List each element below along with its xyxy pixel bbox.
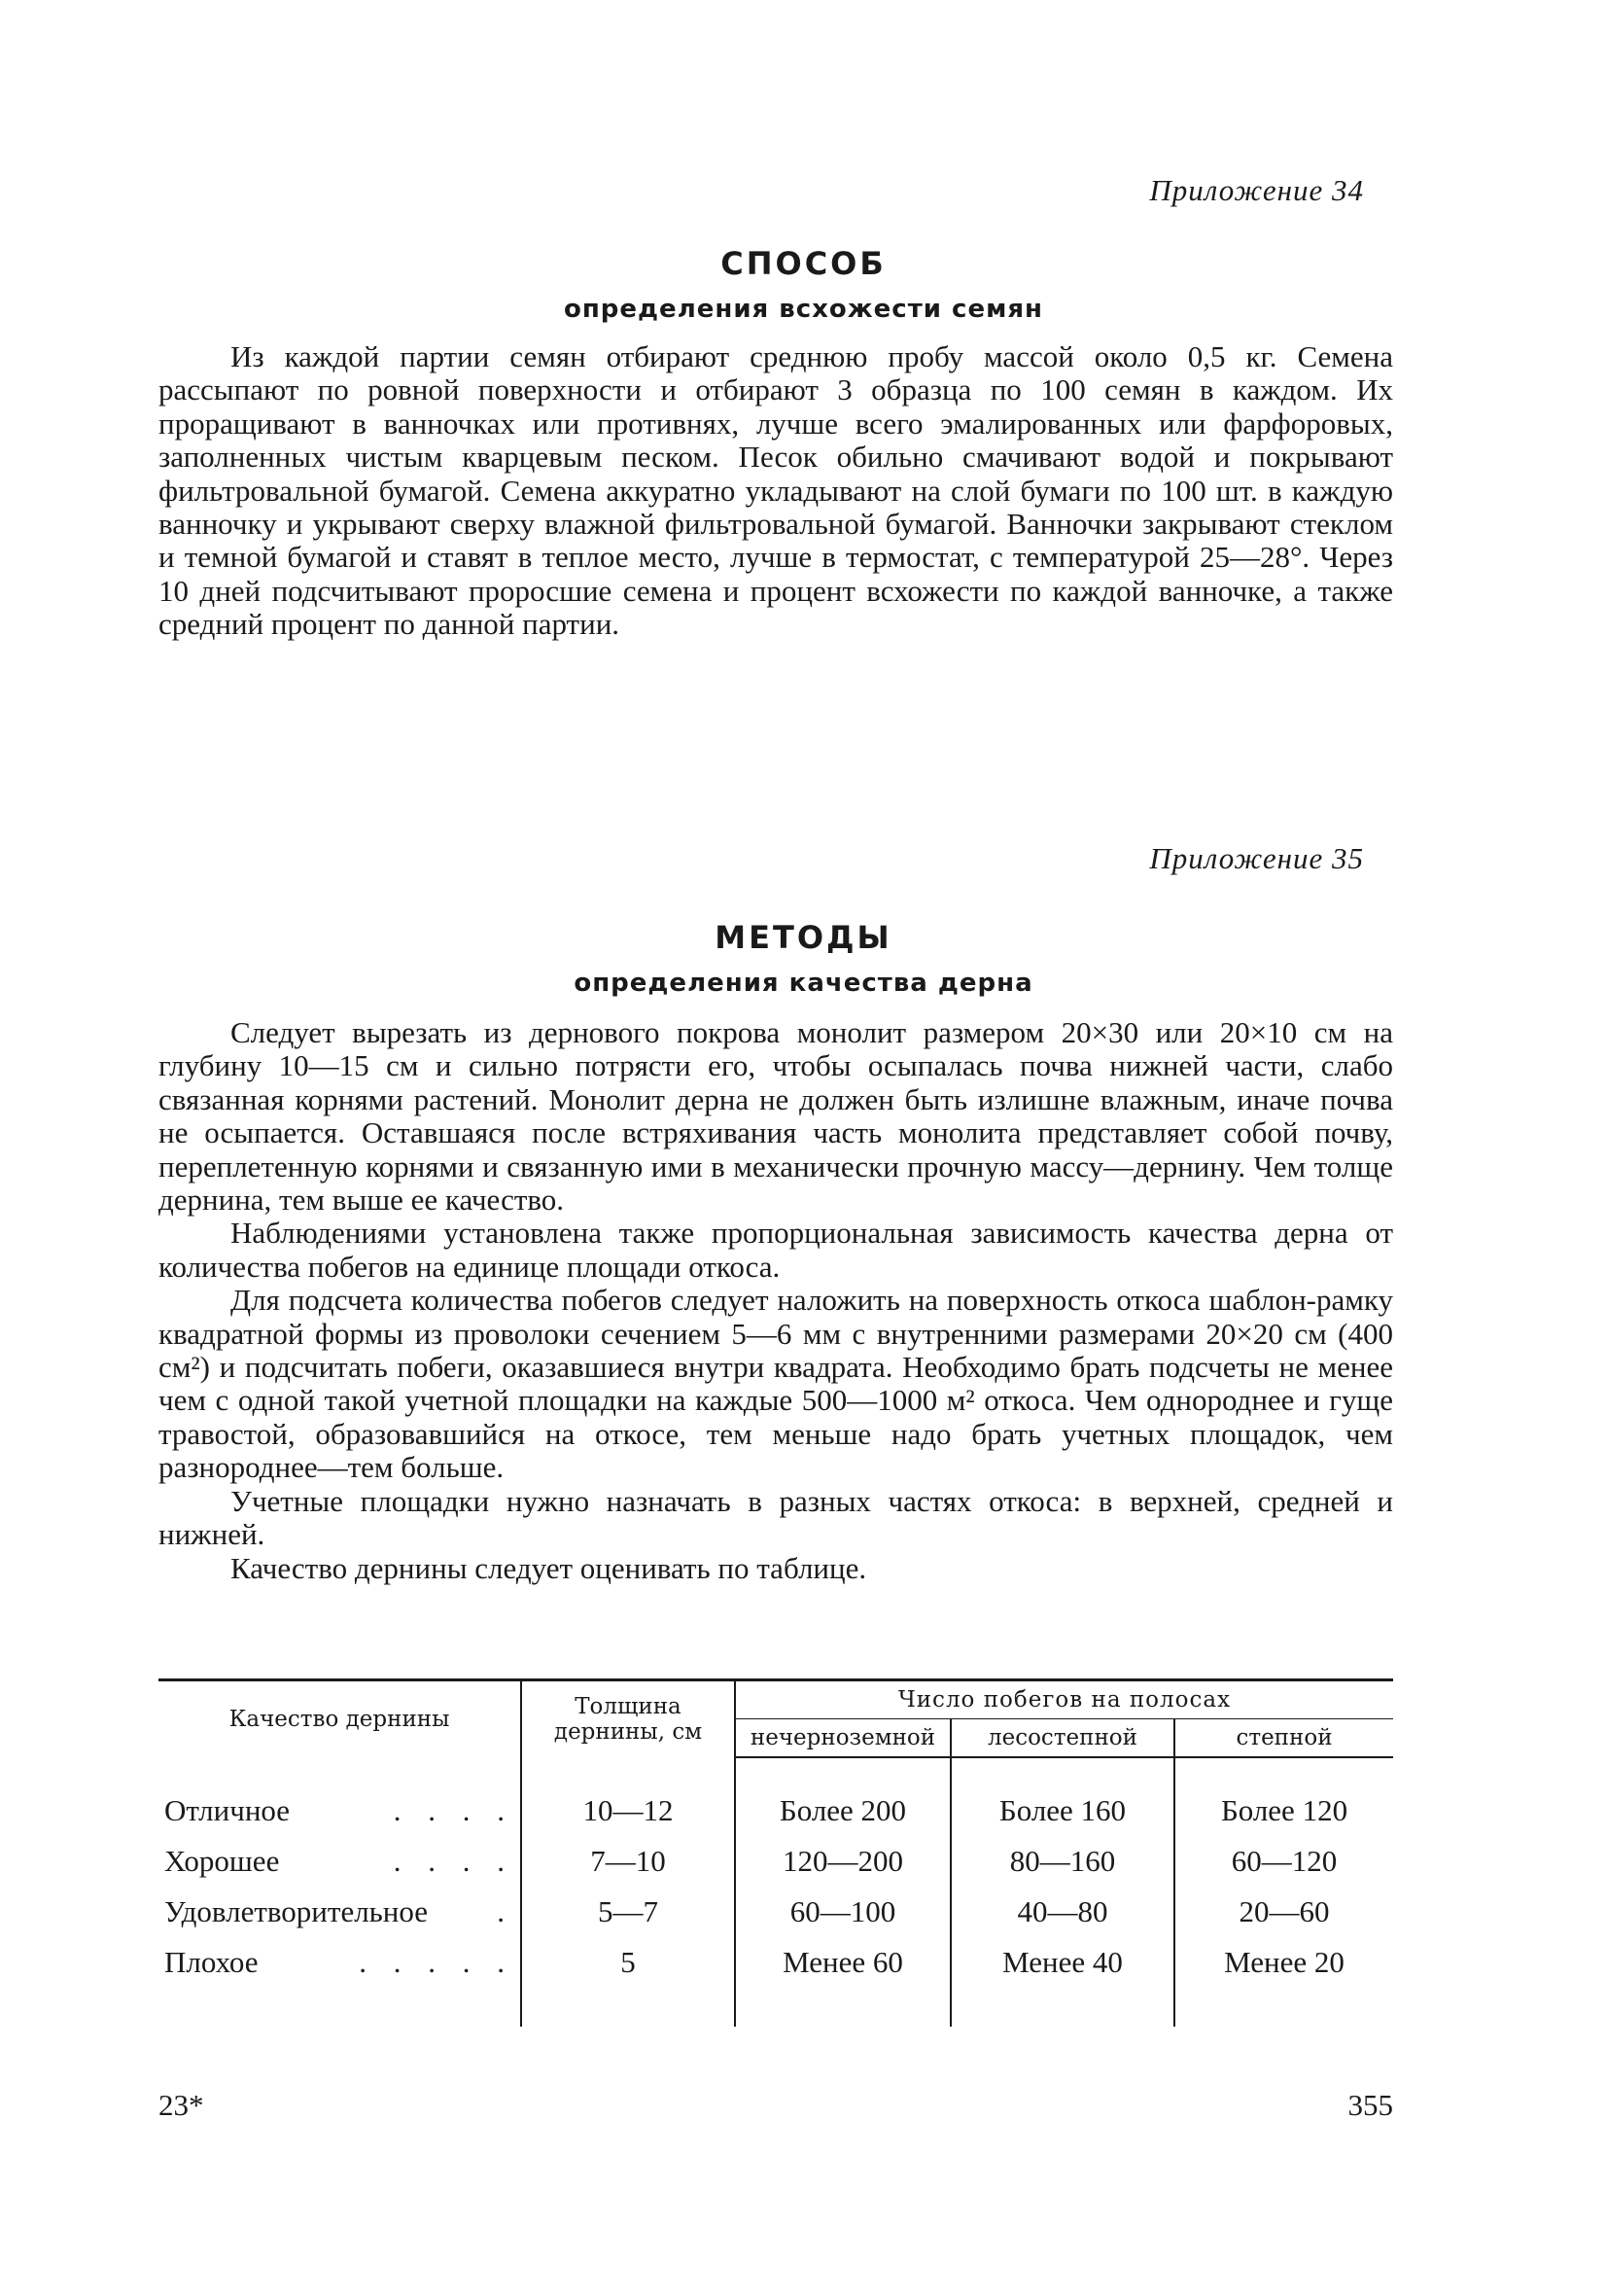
- cell-zone2: 80—160: [951, 1836, 1174, 1887]
- sod-quality-table: [158, 1678, 1393, 2027]
- paragraph: Качество дернины следует оценивать по таблице.: [230, 1550, 867, 1585]
- table-row: [158, 1887, 1393, 1937]
- signature-mark: 23*: [158, 2088, 204, 2122]
- appendix-35-label: Приложение 35: [1149, 841, 1364, 875]
- paragraph: Следует вырезать из дернового покрова монолит размером 20×30 или 20×10 см на глубину 10—15 см и сильно потрясти его, чтобы осыпалась почва нижней части, слабо связанная корнями растений. Монолит дерна не должен быть излишне влажным, иначе почва не осыпается. Оставшаяся после встряхивания часть монолита представляет собой почву, переплетенную корнями и связанную ими в механически прочную массу—дернину. Чем толще дернина, тем выше ее качество.: [158, 1015, 1393, 1218]
- cell-zone3: 20—60: [1174, 1887, 1393, 1937]
- cell-zone2: 40—80: [951, 1887, 1174, 1937]
- appendix-34-title: СПОСОБ: [720, 245, 887, 282]
- cell-thickness: 5—7: [521, 1887, 735, 1937]
- leader-dots: .: [497, 1894, 514, 1928]
- cell-zone2: Более 160: [951, 1757, 1174, 1836]
- table-row: [158, 1937, 1393, 2027]
- cell-quality: [158, 1836, 521, 1887]
- cell-zone3: Менее 20: [1174, 1937, 1393, 2027]
- table-row: [158, 1757, 1393, 1836]
- appendix-35-body: [158, 1016, 1393, 1585]
- table-row: [158, 1836, 1393, 1887]
- cell-zone1: 120—200: [735, 1836, 951, 1887]
- page-number: 355: [1347, 2088, 1393, 2122]
- quality-name: Плохое: [164, 1945, 259, 1979]
- leader-dots: . . . . .: [359, 1945, 514, 1979]
- paragraph: Наблюдениями установлена также пропорциональная зависимость качества дерна от количества побегов на единице площади откоса.: [158, 1216, 1393, 1284]
- paragraph: Для подсчета количества побегов следует наложить на поверхность откоса шаблон-рамку квадратной формы из проволоки сечением 5—6 мм с внутренними размерами 20×20 см (400 см²) и подсчитать побеги, оказавшиеся внутри квадрата. Необходимо брать подсчеты не менее чем с одной такой учетной площадки на каждые 500—1000 м² откоса. Чем однороднее и гуще травостой, образовавшийся на откосе, тем меньше надо брать учетных площадок, чем разнороднее—тем больше.: [158, 1283, 1393, 1485]
- header-shoots-group: Число побегов на полосах: [735, 1680, 1393, 1719]
- appendix-34-label: Приложение 34: [1149, 173, 1364, 207]
- appendix-34-body: [158, 340, 1393, 642]
- cell-thickness: 5: [521, 1937, 735, 2027]
- appendix-35-subtitle: определения качества дерна: [574, 969, 1033, 998]
- header-thickness: Толщина дернины, см: [521, 1680, 735, 1758]
- header-quality: Качество дернины: [158, 1680, 521, 1758]
- cell-zone2: Менее 40: [951, 1937, 1174, 2027]
- cell-zone3: Более 120: [1174, 1757, 1393, 1836]
- appendix-34-subtitle: определения всхожести семян: [563, 295, 1044, 324]
- header-zone-steppe: степной: [1174, 1719, 1393, 1758]
- cell-thickness: 7—10: [521, 1836, 735, 1887]
- cell-zone1: Менее 60: [735, 1937, 951, 2027]
- cell-quality: [158, 1757, 521, 1836]
- appendix-35-title: МЕТОДЫ: [715, 919, 892, 956]
- quality-name: Удовлетворительное: [164, 1894, 429, 1928]
- paragraph: Учетные площадки нужно назначать в разных частях откоса: в верхней, средней и нижней.: [158, 1483, 1393, 1552]
- quality-name: Отличное: [164, 1792, 291, 1827]
- cell-quality: [158, 1937, 521, 2027]
- paragraph: Из каждой партии семян отбирают среднюю пробу массой около 0,5 кг. Семена рассыпают по ровной поверхности и отбирают 3 образца по 100 семян в каждом. Их проращивают в ванночках или противнях, лучше всего эмалированных или фарфоровых, заполненных чистым кварцевым песком. Песок обильно смачивают водой и покрывают фильтровальной бумагой. Семена аккуратно укладывают на слой бумаги по 100 шт. в каждую ванночку и укрывают сверху влажной фильтровальной бумагой. Ванночки закрывают стеклом и темной бумагой и ставят в теплое место, лучше в термостат, с температурой 25—28°. Через 10 дней подсчитывают проросшие семена и процент всхожести по каждой ванночке, а также средний процент по данной партии.: [158, 339, 1393, 642]
- cell-thickness: 10—12: [521, 1757, 735, 1836]
- quality-name: Хорошее: [164, 1844, 280, 1878]
- leader-dots: . . . .: [393, 1792, 514, 1827]
- cell-quality: [158, 1887, 521, 1937]
- cell-zone1: 60—100: [735, 1887, 951, 1937]
- leader-dots: . . . .: [393, 1844, 514, 1878]
- header-zone-nonchernozem: нечерноземной: [735, 1719, 951, 1758]
- cell-zone3: 60—120: [1174, 1836, 1393, 1887]
- cell-zone1: Более 200: [735, 1757, 951, 1836]
- header-zone-forest-steppe: лесостепной: [951, 1719, 1174, 1758]
